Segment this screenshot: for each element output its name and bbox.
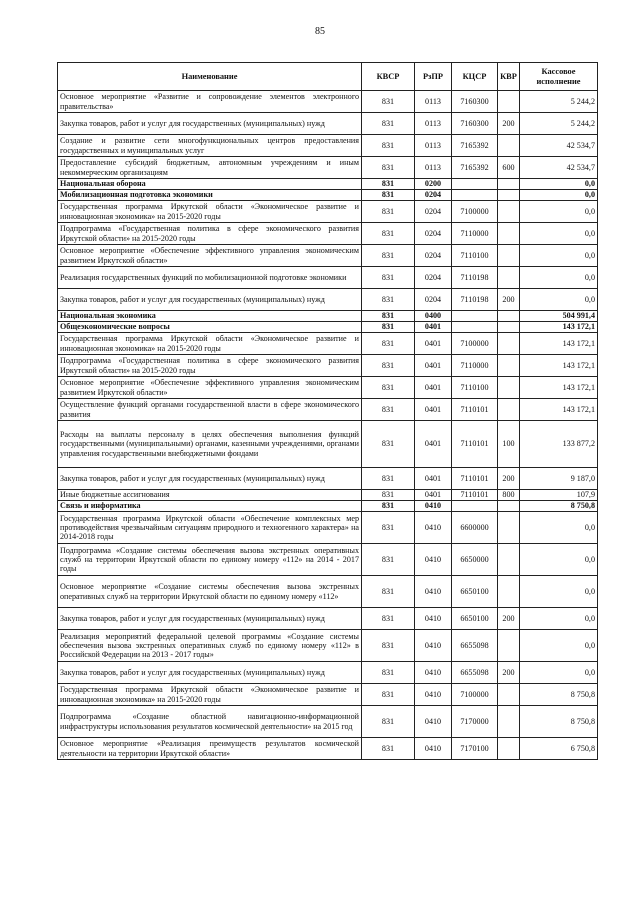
cell-name: Реализация мероприятий федеральной целевой программы «Создание системы обеспечения вызова экстренных оперативных служб по единому номеру «112» в Российской Федерации на 2013 - 2017 годы»	[58, 630, 362, 662]
cell-kcsr: 6650100	[452, 576, 498, 608]
cell-kvsr: 831	[362, 91, 415, 113]
cell-name: Подпрограмма «Государственная политика в сфере экономического развития Иркутской области» на 2015-2020 годы	[58, 355, 362, 377]
cell-kcsr: 7170000	[452, 706, 498, 738]
cell-amount: 143 172,1	[520, 355, 598, 377]
cell-amount: 0,0	[520, 544, 598, 576]
cell-kvr	[498, 333, 520, 355]
cell-name: Создание и развитие сети многофункциональных центров предоставления государственных и муниципальных услуг	[58, 135, 362, 157]
cell-kvr: 200	[498, 662, 520, 684]
cell-amount: 143 172,1	[520, 333, 598, 355]
cell-kcsr: 7165392	[452, 135, 498, 157]
cell-amount: 5 244,2	[520, 91, 598, 113]
cell-kcsr: 7110198	[452, 267, 498, 289]
cell-rzpr: 0204	[415, 245, 452, 267]
cell-kvsr: 831	[362, 201, 415, 223]
cell-rzpr: 0410	[415, 608, 452, 630]
cell-kcsr: 6655098	[452, 662, 498, 684]
cell-rzpr: 0204	[415, 267, 452, 289]
cell-name: Закупка товаров, работ и услуг для государственных (муниципальных) нужд	[58, 662, 362, 684]
cell-kvsr: 831	[362, 113, 415, 135]
cell-rzpr: 0401	[415, 355, 452, 377]
cell-kcsr: 7100000	[452, 201, 498, 223]
cell-amount: 8 750,8	[520, 501, 598, 512]
cell-kvr	[498, 245, 520, 267]
cell-kvsr: 831	[362, 333, 415, 355]
cell-kvsr: 831	[362, 501, 415, 512]
cell-name: Государственная программа Иркутской области «Обеспечение комплексных мер противодействия чрезвычайным ситуациям природного и техногенного характера» на 2014-2018 годы	[58, 512, 362, 544]
cell-rzpr: 0113	[415, 113, 452, 135]
cell-amount: 0,0	[520, 245, 598, 267]
table-row	[58, 468, 598, 490]
cell-kcsr: 7110101	[452, 421, 498, 468]
header-row	[58, 63, 598, 91]
cell-kcsr: 7110101	[452, 490, 498, 501]
cell-kvsr: 831	[362, 421, 415, 468]
cell-kcsr	[452, 322, 498, 333]
cell-rzpr: 0401	[415, 468, 452, 490]
cell-name: Общеэкономические вопросы	[58, 322, 362, 333]
cell-rzpr: 0204	[415, 201, 452, 223]
cell-amount: 0,0	[520, 190, 598, 201]
cell-kvr	[498, 190, 520, 201]
table-body	[58, 91, 598, 760]
header-name: Наименование	[58, 63, 362, 91]
table-row	[58, 91, 598, 113]
section-row	[58, 311, 598, 322]
cell-kcsr: 7110000	[452, 223, 498, 245]
cell-kvsr: 831	[362, 223, 415, 245]
cell-rzpr: 0410	[415, 684, 452, 706]
cell-kcsr: 6650100	[452, 608, 498, 630]
cell-rzpr: 0410	[415, 630, 452, 662]
cell-kvsr: 831	[362, 630, 415, 662]
cell-kvsr: 831	[362, 684, 415, 706]
cell-kvr	[498, 135, 520, 157]
cell-name: Основное мероприятие «Обеспечение эффективного управления экономическим развитием Иркутской области»	[58, 377, 362, 399]
cell-amount: 5 244,2	[520, 113, 598, 135]
cell-kcsr: 7110101	[452, 468, 498, 490]
cell-rzpr: 0401	[415, 333, 452, 355]
cell-kcsr: 7110101	[452, 399, 498, 421]
table-row	[58, 738, 598, 760]
cell-kvsr: 831	[362, 706, 415, 738]
cell-kvr: 100	[498, 421, 520, 468]
table-row	[58, 490, 598, 501]
cell-rzpr: 0204	[415, 190, 452, 201]
cell-kcsr: 7170100	[452, 738, 498, 760]
table-row	[58, 333, 598, 355]
cell-rzpr: 0400	[415, 311, 452, 322]
cell-kvsr: 831	[362, 662, 415, 684]
table-row	[58, 421, 598, 468]
cell-kcsr: 7110100	[452, 245, 498, 267]
cell-amount: 0,0	[520, 512, 598, 544]
cell-kvr	[498, 576, 520, 608]
cell-rzpr: 0204	[415, 223, 452, 245]
cell-kvsr: 831	[362, 311, 415, 322]
table-row	[58, 684, 598, 706]
cell-rzpr: 0410	[415, 512, 452, 544]
cell-name: Иные бюджетные ассигнования	[58, 490, 362, 501]
cell-kvsr: 831	[362, 322, 415, 333]
cell-name: Подпрограмма «Создание системы обеспечения вызова экстренных оперативных служб на территории Иркутской области по единому номеру «112» на 2014 - 2017 годы	[58, 544, 362, 576]
cell-name: Реализация государственных функций по мобилизационной подготовке экономики	[58, 267, 362, 289]
cell-kcsr: 7160300	[452, 113, 498, 135]
cell-kvsr: 831	[362, 608, 415, 630]
cell-kcsr: 7160300	[452, 91, 498, 113]
cell-kvr	[498, 738, 520, 760]
table-row	[58, 289, 598, 311]
cell-kvr: 800	[498, 490, 520, 501]
table-row	[58, 576, 598, 608]
cell-kvr	[498, 399, 520, 421]
cell-kvsr: 831	[362, 190, 415, 201]
cell-amount: 133 877,2	[520, 421, 598, 468]
cell-kvsr: 831	[362, 157, 415, 179]
cell-amount: 504 991,4	[520, 311, 598, 322]
cell-amount: 0,0	[520, 608, 598, 630]
cell-rzpr: 0401	[415, 377, 452, 399]
cell-kcsr: 6600000	[452, 512, 498, 544]
cell-amount: 143 172,1	[520, 399, 598, 421]
cell-kcsr: 7110100	[452, 377, 498, 399]
cell-rzpr: 0113	[415, 91, 452, 113]
cell-kvr	[498, 322, 520, 333]
header-kvsr: КВСР	[362, 63, 415, 91]
cell-rzpr: 0113	[415, 135, 452, 157]
table-row	[58, 377, 598, 399]
cell-kvr: 200	[498, 289, 520, 311]
table-row	[58, 201, 598, 223]
cell-kvsr: 831	[362, 267, 415, 289]
cell-amount: 0,0	[520, 576, 598, 608]
cell-kcsr: 7100000	[452, 333, 498, 355]
cell-rzpr: 0410	[415, 576, 452, 608]
cell-name: Мобилизационная подготовка экономики	[58, 190, 362, 201]
cell-amount: 0,0	[520, 267, 598, 289]
cell-name: Подпрограмма «Государственная политика в сфере экономического развития Иркутской области» на 2015-2020 годы	[58, 223, 362, 245]
cell-kcsr	[452, 179, 498, 190]
cell-rzpr: 0200	[415, 179, 452, 190]
cell-kvr	[498, 544, 520, 576]
cell-kcsr	[452, 501, 498, 512]
cell-kcsr: 7100000	[452, 684, 498, 706]
section-row	[58, 322, 598, 333]
cell-name: Основное мероприятие «Обеспечение эффективного управления экономическим развитием Иркутской области»	[58, 245, 362, 267]
cell-kvr	[498, 684, 520, 706]
cell-kcsr	[452, 311, 498, 322]
cell-kvr: 200	[498, 468, 520, 490]
cell-name: Осуществление функций органами государственной власти в сфере экономического развития	[58, 399, 362, 421]
cell-kvr	[498, 179, 520, 190]
cell-name: Национальная экономика	[58, 311, 362, 322]
table-row	[58, 608, 598, 630]
cell-amount: 0,0	[520, 201, 598, 223]
header-kassa: Кассовое исполнение	[520, 63, 598, 91]
table-row	[58, 157, 598, 179]
cell-name: Предоставление субсидий бюджетным, автономным учреждениям и иным некоммерческим организациям	[58, 157, 362, 179]
table-row	[58, 245, 598, 267]
cell-kvsr: 831	[362, 512, 415, 544]
cell-kvsr: 831	[362, 544, 415, 576]
header-rzpr: РзПР	[415, 63, 452, 91]
cell-rzpr: 0401	[415, 421, 452, 468]
cell-amount: 42 534,7	[520, 135, 598, 157]
cell-name: Государственная программа Иркутской области «Экономическое развитие и инновационная экономика» на 2015-2020 годы	[58, 333, 362, 355]
cell-kvr	[498, 91, 520, 113]
cell-rzpr: 0113	[415, 157, 452, 179]
cell-kvr	[498, 377, 520, 399]
cell-name: Закупка товаров, работ и услуг для государственных (муниципальных) нужд	[58, 468, 362, 490]
cell-amount: 42 534,7	[520, 157, 598, 179]
cell-amount: 143 172,1	[520, 322, 598, 333]
cell-kvsr: 831	[362, 179, 415, 190]
cell-kcsr: 6650000	[452, 544, 498, 576]
cell-kcsr	[452, 190, 498, 201]
cell-rzpr: 0401	[415, 322, 452, 333]
cell-amount: 107,9	[520, 490, 598, 501]
cell-name: Государственная программа Иркутской области «Экономическое развитие и инновационная экономика» на 2015-2020 годы	[58, 684, 362, 706]
cell-amount: 9 187,0	[520, 468, 598, 490]
page-number: 85	[315, 26, 325, 37]
cell-kcsr: 7110198	[452, 289, 498, 311]
cell-kvsr: 831	[362, 738, 415, 760]
cell-rzpr: 0401	[415, 399, 452, 421]
table-row	[58, 399, 598, 421]
cell-name: Национальная оборона	[58, 179, 362, 190]
cell-rzpr: 0401	[415, 490, 452, 501]
cell-name: Закупка товаров, работ и услуг для государственных (муниципальных) нужд	[58, 608, 362, 630]
cell-kvsr: 831	[362, 289, 415, 311]
table-row	[58, 512, 598, 544]
cell-kvr	[498, 201, 520, 223]
cell-kvsr: 831	[362, 490, 415, 501]
cell-amount: 8 750,8	[520, 706, 598, 738]
table-row	[58, 223, 598, 245]
cell-name: Подпрограмма «Создание областной навигационно-информационной инфраструктуры использования результатов космической деятельности» на 2015 год	[58, 706, 362, 738]
cell-name: Закупка товаров, работ и услуг для государственных (муниципальных) нужд	[58, 289, 362, 311]
cell-kcsr: 6655098	[452, 630, 498, 662]
table-row	[58, 267, 598, 289]
cell-rzpr: 0410	[415, 706, 452, 738]
cell-kvsr: 831	[362, 245, 415, 267]
cell-name: Основное мероприятие «Развитие и сопровождение элементов электронного правительства»	[58, 91, 362, 113]
cell-kvr: 600	[498, 157, 520, 179]
table-row	[58, 113, 598, 135]
table-row	[58, 135, 598, 157]
cell-rzpr: 0410	[415, 501, 452, 512]
cell-amount: 0,0	[520, 289, 598, 311]
cell-amount: 0,0	[520, 179, 598, 190]
cell-kvr: 200	[498, 608, 520, 630]
table-header	[58, 63, 598, 91]
section-row	[58, 190, 598, 201]
cell-amount: 0,0	[520, 223, 598, 245]
table-row	[58, 662, 598, 684]
table-row	[58, 355, 598, 377]
cell-kcsr: 7165392	[452, 157, 498, 179]
table-row	[58, 630, 598, 662]
cell-kvr	[498, 501, 520, 512]
cell-name: Закупка товаров, работ и услуг для государственных (муниципальных) нужд	[58, 113, 362, 135]
cell-name: Расходы на выплаты персоналу в целях обеспечения выполнения функций государственными (муниципальными) органами, казенными учреждениями, органами управления государственными внебюджетными фондами	[58, 421, 362, 468]
cell-kvr	[498, 512, 520, 544]
cell-amount: 143 172,1	[520, 377, 598, 399]
cell-amount: 0,0	[520, 662, 598, 684]
cell-name: Связь и информатика	[58, 501, 362, 512]
header-kvr: КВР	[498, 63, 520, 91]
cell-name: Основное мероприятие «Создание системы обеспечения вызова экстренных оперативных служб на территории Иркутской области по единому номеру «112»	[58, 576, 362, 608]
section-row	[58, 501, 598, 512]
section-row	[58, 179, 598, 190]
cell-kvr	[498, 706, 520, 738]
cell-rzpr: 0410	[415, 738, 452, 760]
cell-name: Основное мероприятие «Реализация преимуществ результатов космической деятельности на территории Иркутской области»	[58, 738, 362, 760]
cell-rzpr: 0204	[415, 289, 452, 311]
cell-amount: 6 750,8	[520, 738, 598, 760]
cell-kvr	[498, 355, 520, 377]
cell-kvr	[498, 630, 520, 662]
cell-kvr: 200	[498, 113, 520, 135]
cell-kvr	[498, 311, 520, 322]
cell-kvr	[498, 267, 520, 289]
cell-kvsr: 831	[362, 377, 415, 399]
cell-kcsr: 7110000	[452, 355, 498, 377]
header-kcsr: КЦСР	[452, 63, 498, 91]
table-row	[58, 706, 598, 738]
cell-kvsr: 831	[362, 135, 415, 157]
table-row	[58, 544, 598, 576]
budget-execution-table	[57, 62, 598, 760]
cell-rzpr: 0410	[415, 544, 452, 576]
cell-kvsr: 831	[362, 355, 415, 377]
cell-amount: 0,0	[520, 630, 598, 662]
cell-kvr	[498, 223, 520, 245]
cell-kvsr: 831	[362, 468, 415, 490]
cell-kvsr: 831	[362, 399, 415, 421]
cell-amount: 8 750,8	[520, 684, 598, 706]
cell-name: Государственная программа Иркутской области «Экономическое развитие и инновационная экономика» на 2015-2020 годы	[58, 201, 362, 223]
cell-kvsr: 831	[362, 576, 415, 608]
cell-rzpr: 0410	[415, 662, 452, 684]
